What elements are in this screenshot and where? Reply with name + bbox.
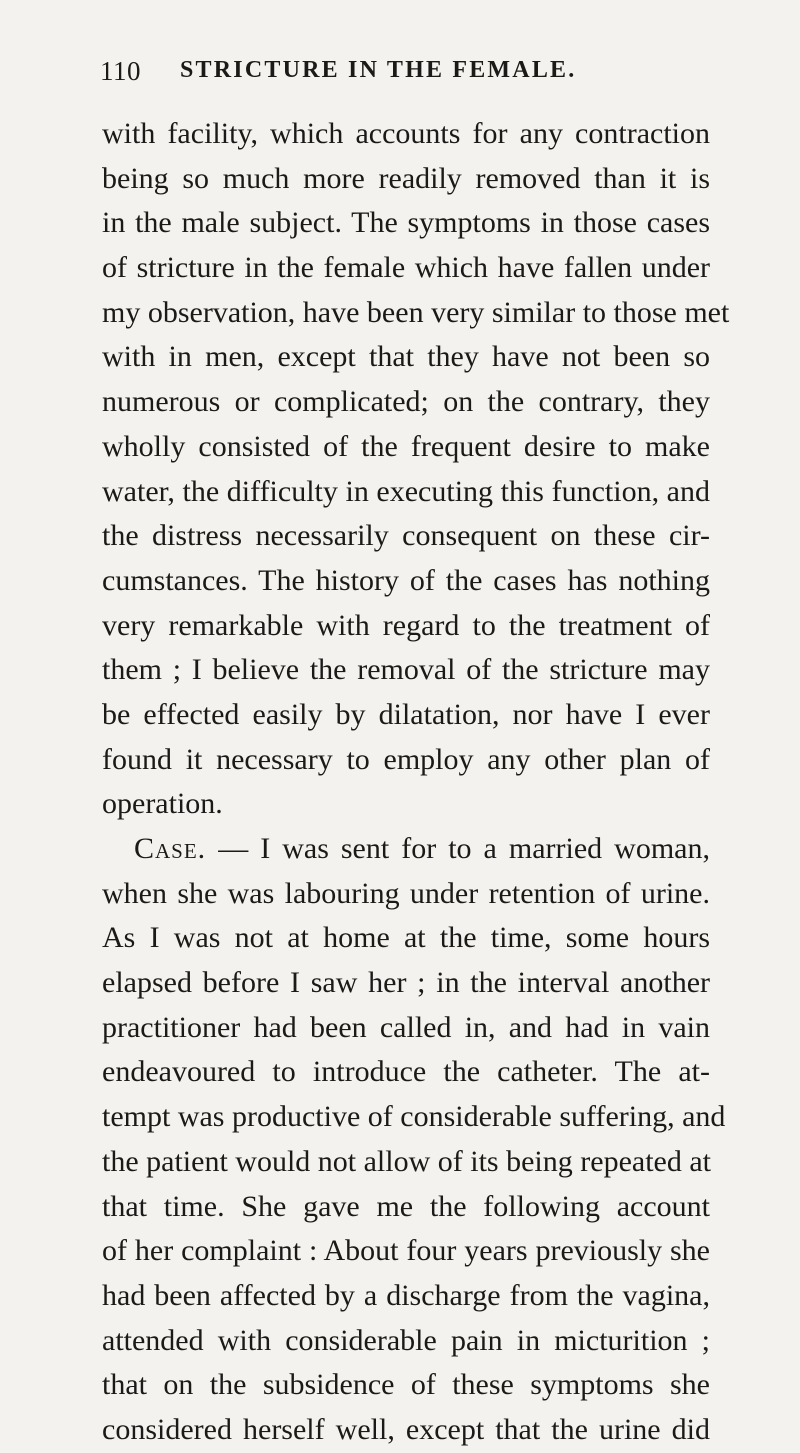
case-first-line <box>102 827 710 872</box>
text-line: tempt was productive of considerable suffering, and <box>102 1100 726 1134</box>
text-line: elapsed before I saw her ; in the interval another <box>102 966 710 1000</box>
case-heading: Case. <box>134 832 207 865</box>
text-line: in the male subject. The symptoms in those cases <box>102 206 710 240</box>
text-line: very remarkable with regard to the treatment of <box>102 608 710 642</box>
text-line: cumstances. The history of the cases has nothing <box>102 563 710 597</box>
case-first-line-text: — I was sent for to a married woman, <box>218 832 710 865</box>
text-line: the distress necessarily consequent on these cir- <box>102 519 710 553</box>
text-line: of stricture in the female which have fallen under <box>102 251 710 285</box>
running-head <box>100 56 740 96</box>
running-title: STRICTURE IN THE FEMALE. <box>180 57 577 83</box>
body-text <box>102 112 730 1453</box>
text-line: practitioner had been called in, and had in vain <box>102 1010 710 1044</box>
text-line: when she was labouring under retention of urine. <box>102 876 710 910</box>
text-line: that time. She gave me the following account <box>102 1189 710 1223</box>
text-line: endeavoured to introduce the catheter. The at- <box>102 1055 710 1089</box>
text-line: my observation, have been very similar to those met <box>102 295 730 329</box>
text-line: water, the difficulty in executing this function, and <box>102 474 710 508</box>
text-line: attended with considerable pain in micturition ; <box>102 1323 710 1357</box>
text-line: considered herself well, except that the urine did <box>102 1412 710 1446</box>
page-number: 110 <box>100 56 141 86</box>
text-line: numerous or complicated; on the contrary, they <box>102 385 710 419</box>
text-line: the patient would not allow of its being repeated at <box>102 1144 711 1178</box>
text-line: with facility, which accounts for any contraction <box>102 117 710 150</box>
text-line: that on the subsidence of these symptoms she <box>102 1368 710 1402</box>
text-line: with in men, except that they have not been so <box>102 340 710 374</box>
text-line: of her complaint : About four years previously she <box>102 1234 710 1268</box>
text-line: them ; I believe the removal of the stricture may <box>102 653 710 687</box>
text-line: had been affected by a discharge from the vagina, <box>102 1278 710 1312</box>
text-line: As I was not at home at the time, some hours <box>102 921 710 955</box>
text-line: wholly consisted of the frequent desire to make <box>102 429 710 463</box>
text-line: being so much more readily removed than it is <box>102 161 710 195</box>
text-line: operation. <box>102 787 223 821</box>
text-line: found it necessary to employ any other plan of <box>102 742 710 776</box>
text-line: be effected easily by dilatation, nor have I ever <box>102 697 710 731</box>
